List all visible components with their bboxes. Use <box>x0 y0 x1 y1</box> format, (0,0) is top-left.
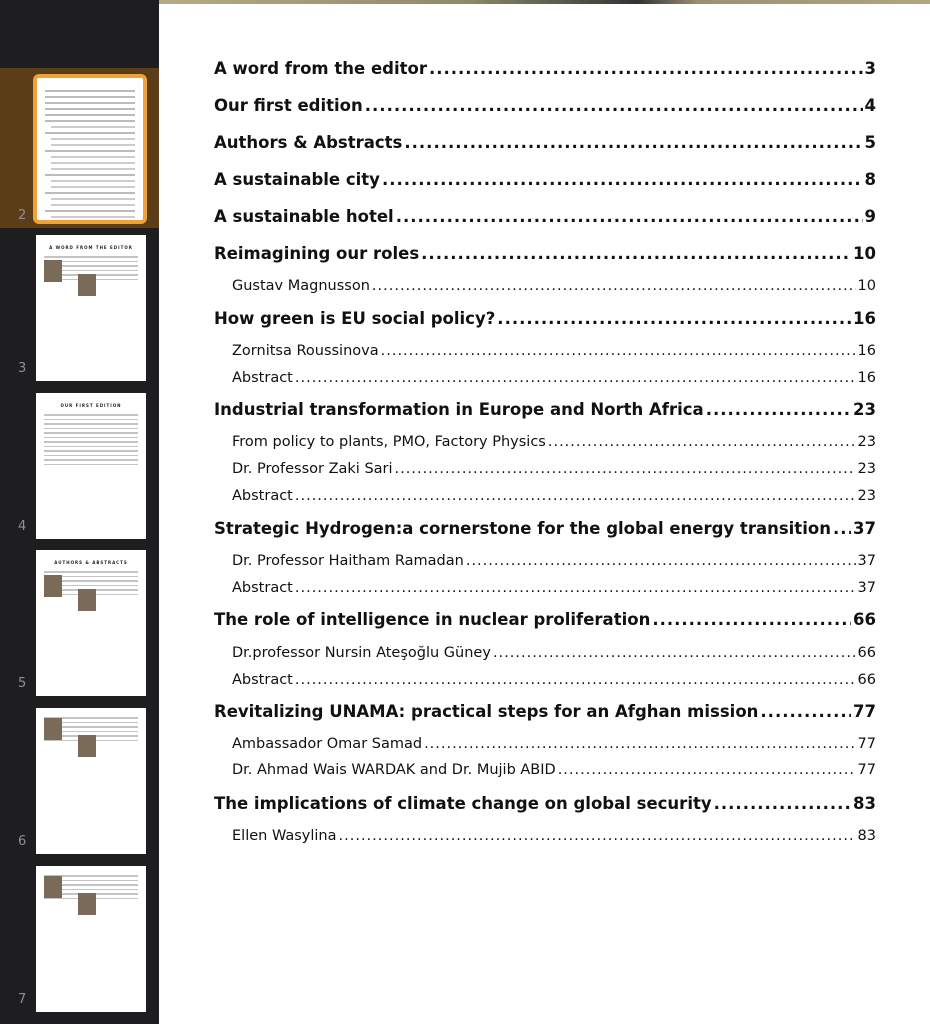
toc-page-number: 37 <box>857 553 876 569</box>
thumbnail-page-number: 6 <box>18 834 27 849</box>
toc-page-number: 23 <box>857 434 876 450</box>
thumbnail-page-number: 7 <box>18 992 27 1007</box>
dot-leader <box>706 400 851 419</box>
dot-leader <box>493 645 856 661</box>
toc-page-number: 16 <box>853 309 876 328</box>
toc-page-number: 83 <box>853 794 876 813</box>
toc-page-number: 4 <box>864 96 876 115</box>
toc-title: The role of intelligence in nuclear proliferation <box>214 610 651 629</box>
dot-leader <box>652 610 851 629</box>
dot-leader <box>365 96 863 115</box>
toc-title: Dr. Professor Haitham Ramadan <box>232 553 464 569</box>
toc-entry[interactable] <box>214 59 876 78</box>
toc-subentry[interactable] <box>232 278 876 294</box>
thumbnail-page-number: 2 <box>18 208 27 223</box>
dot-leader <box>381 343 856 359</box>
toc-title: A word from the editor <box>214 59 427 78</box>
toc-title: Dr.professor Nursin Ateşoğlu Güney <box>232 645 491 661</box>
thumbnail-sidebar[interactable] <box>0 0 159 1024</box>
thumbnail-page-4[interactable] <box>0 393 159 539</box>
toc-subentry[interactable] <box>232 461 876 477</box>
toc-title: Abstract <box>232 370 293 386</box>
thumbnail-image[interactable] <box>36 550 146 696</box>
toc-subentry[interactable] <box>232 580 876 596</box>
dot-leader <box>382 170 863 189</box>
toc-entry[interactable] <box>214 400 876 419</box>
toc-page-number: 66 <box>857 645 876 661</box>
toc-page-number: 23 <box>853 400 876 419</box>
toc-title: Gustav Magnusson <box>232 278 370 294</box>
toc-page-number: 66 <box>857 672 876 688</box>
thumbnail-title: A WORD FROM THE EDITOR <box>49 245 133 250</box>
dot-leader <box>466 553 856 569</box>
toc-page-number: 16 <box>857 343 876 359</box>
toc-page-number: 37 <box>853 519 876 538</box>
toc-entry[interactable] <box>214 170 876 189</box>
toc-entry[interactable] <box>214 207 876 226</box>
dot-leader <box>372 278 856 294</box>
toc-page-number: 5 <box>864 133 876 152</box>
toc-title: Authors & Abstracts <box>214 133 403 152</box>
dot-leader <box>295 370 856 386</box>
thumbnail-image[interactable] <box>36 708 146 854</box>
toc-title: Dr. Ahmad Wais WARDAK and Dr. Mujib ABID <box>232 762 556 778</box>
toc-page-number: 10 <box>853 244 876 263</box>
toc-entry[interactable] <box>214 244 876 263</box>
thumbnail-page-3[interactable] <box>0 235 159 381</box>
dot-leader <box>396 207 863 226</box>
toc-page-number: 37 <box>857 580 876 596</box>
thumbnail-page-2[interactable] <box>0 68 159 228</box>
toc-entry[interactable] <box>214 702 876 721</box>
thumbnail-image[interactable] <box>36 866 146 1012</box>
toc-title: Industrial transformation in Europe and North Africa <box>214 400 704 419</box>
toc-subentry[interactable] <box>232 343 876 359</box>
toc-entry[interactable] <box>214 794 876 813</box>
toc-title: Abstract <box>232 580 293 596</box>
toc-page-number: 10 <box>857 278 876 294</box>
thumbnail-image[interactable] <box>33 74 147 224</box>
thumbnail-image[interactable] <box>36 393 146 539</box>
dot-leader <box>548 434 856 450</box>
toc-entry[interactable] <box>214 610 876 629</box>
thumbnail-title: AUTHORS & ABSTRACTS <box>54 560 128 565</box>
toc-page-number: 3 <box>864 59 876 78</box>
thumbnail-page-7[interactable] <box>0 866 159 1012</box>
toc-page-number: 77 <box>857 736 876 752</box>
dot-leader <box>429 59 863 78</box>
thumbnail-title: OUR FIRST EDITION <box>60 403 122 408</box>
dot-leader <box>421 244 851 263</box>
toc-page-number: 66 <box>853 610 876 629</box>
dot-leader <box>760 702 851 721</box>
thumbnail-page-number: 3 <box>18 361 27 376</box>
toc-title: From policy to plants, PMO, Factory Physics <box>232 434 546 450</box>
toc-title: Reimagining our roles <box>214 244 420 263</box>
dot-leader <box>558 762 856 778</box>
toc-page-number: 83 <box>857 828 876 844</box>
toc-title: A sustainable hotel <box>214 207 394 226</box>
dot-leader <box>295 580 856 596</box>
toc-title: Strategic Hydrogen:a cornerstone for the global energy transition <box>214 519 831 538</box>
thumbnail-page-number: 4 <box>18 519 27 534</box>
toc-title: Ambassador Omar Samad <box>232 736 423 752</box>
dot-leader <box>295 672 856 688</box>
toc-title: Abstract <box>232 488 293 504</box>
toc-subentry[interactable] <box>232 672 876 688</box>
toc-subentry[interactable] <box>232 434 876 450</box>
dot-leader <box>395 461 856 477</box>
toc-subentry[interactable] <box>232 828 876 844</box>
toc-page-number: 16 <box>857 370 876 386</box>
toc-title: Abstract <box>232 672 293 688</box>
toc-entry[interactable] <box>214 519 876 538</box>
dot-leader <box>404 133 862 152</box>
toc-entry[interactable] <box>214 309 876 328</box>
toc-page-number: 9 <box>864 207 876 226</box>
toc-subentry[interactable] <box>232 762 876 778</box>
toc-entry[interactable] <box>214 133 876 152</box>
toc-subentry[interactable] <box>232 553 876 569</box>
thumbnail-image[interactable] <box>36 235 146 381</box>
dot-leader <box>714 794 851 813</box>
toc-page-number: 23 <box>857 461 876 477</box>
toc-page-number: 77 <box>857 762 876 778</box>
toc-subentry[interactable] <box>232 370 876 386</box>
toc-page-number: 8 <box>864 170 876 189</box>
toc-title: The implications of climate change on global security <box>214 794 712 813</box>
toc-subentry[interactable] <box>232 736 876 752</box>
dot-leader <box>339 828 856 844</box>
toc-title: How green is EU social policy? <box>214 309 496 328</box>
toc-subentry[interactable] <box>232 488 876 504</box>
toc-title: Revitalizing UNAMA: practical steps for an Afghan mission <box>214 702 759 721</box>
pdf-page-table-of-contents <box>159 4 930 1024</box>
toc-page-number: 23 <box>857 488 876 504</box>
toc-entry[interactable] <box>214 96 876 115</box>
dot-leader <box>424 736 855 752</box>
thumbnail-page-6[interactable] <box>0 708 159 854</box>
toc-title: Ellen Wasylina <box>232 828 337 844</box>
toc-title: A sustainable city <box>214 170 380 189</box>
toc-title: Our first edition <box>214 96 363 115</box>
toc-title: Dr. Professor Zaki Sari <box>232 461 393 477</box>
dot-leader <box>833 519 851 538</box>
toc-subentry[interactable] <box>232 645 876 661</box>
thumbnail-page-number: 5 <box>18 676 27 691</box>
toc-page-number: 77 <box>853 702 876 721</box>
dot-leader <box>295 488 856 504</box>
thumbnail-page-5[interactable] <box>0 550 159 696</box>
toc-title: Zornitsa Roussinova <box>232 343 379 359</box>
dot-leader <box>497 309 851 328</box>
